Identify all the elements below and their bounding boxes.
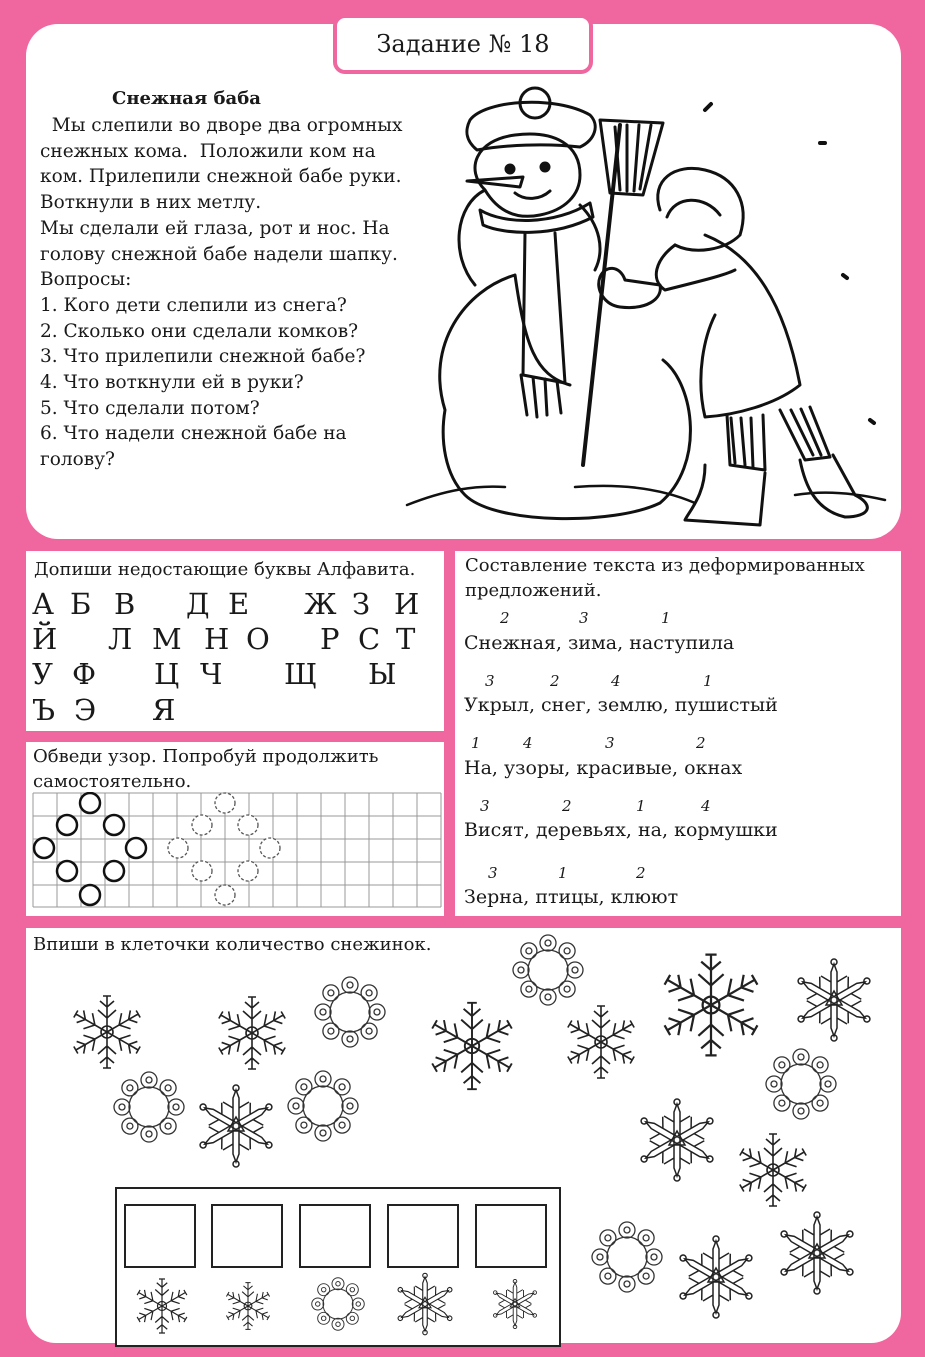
answer-box[interactable] <box>211 1204 283 1268</box>
order-number: 2 <box>550 672 560 690</box>
count-answer-table <box>115 1187 561 1347</box>
legend-snowflake <box>393 1273 456 1335</box>
story-text <box>40 113 430 473</box>
story-line: снежных кома. Положили ком на <box>40 140 376 162</box>
question-6: 6. Что надели снежной бабе на <box>40 423 347 445</box>
letter: Ж <box>304 587 337 621</box>
trace-circle <box>238 861 258 881</box>
letter: О <box>246 622 270 656</box>
letter: Ч <box>200 657 223 691</box>
letter: Ы <box>368 657 397 691</box>
task-title: Задание № 18 <box>333 14 593 74</box>
order-number: 1 <box>471 734 481 752</box>
pattern-circle <box>104 861 124 881</box>
letter: Ъ <box>32 693 56 727</box>
trace-circle <box>260 838 280 858</box>
letter: В <box>114 587 136 621</box>
story-line: Мы слепили во дворе два огромных <box>40 115 403 136</box>
letter: Л <box>108 622 133 656</box>
pattern-title-line: самостоятельно. <box>33 771 192 792</box>
alphabet-row-3 <box>32 657 442 693</box>
trace-circle <box>215 885 235 905</box>
question-6-cont: голову? <box>40 449 115 471</box>
pattern-circle <box>80 793 100 813</box>
order-number: 2 <box>562 797 572 815</box>
trace-circle <box>238 815 258 835</box>
snowman-illustration <box>405 85 890 535</box>
question-2: 2. Сколько они сделали комков? <box>40 320 359 342</box>
legend-snowflake <box>490 1279 540 1328</box>
question-4: 4. Что воткнули ей в руки? <box>40 372 304 394</box>
deformed-title-line: Составление текста из деформированных <box>465 555 865 576</box>
letter: Д <box>186 587 210 621</box>
story-line: голову снежной бабе надели шапку. <box>40 243 398 265</box>
order-number: 3 <box>485 672 495 690</box>
sentence: Укрыл, снег, землю, пушистый <box>464 694 778 716</box>
alphabet-row-4 <box>32 693 442 729</box>
answer-box[interactable] <box>475 1204 547 1268</box>
order-number: 3 <box>579 609 589 627</box>
pattern-circle <box>126 838 146 858</box>
letter: Щ <box>284 657 318 691</box>
sentence: На, узоры, красивые, окнах <box>464 757 743 779</box>
letter: Е <box>228 587 250 621</box>
answer-box[interactable] <box>387 1204 459 1268</box>
letter: Ц <box>154 657 180 691</box>
pattern-circle <box>57 861 77 881</box>
order-number: 4 <box>611 672 621 690</box>
deformed-title <box>465 553 865 603</box>
letter: И <box>394 587 420 621</box>
letter: Э <box>74 693 97 727</box>
letter: Ф <box>72 657 97 691</box>
pattern-circle <box>34 838 54 858</box>
deformed-sentences-panel <box>455 551 901 916</box>
legend-snowflake <box>312 1278 365 1331</box>
count-title: Впиши в клеточки количество снежинок. <box>33 934 432 955</box>
letter: Т <box>396 622 416 656</box>
order-number: 1 <box>558 864 568 882</box>
answer-box[interactable] <box>124 1204 196 1268</box>
legend-snowflake <box>135 1279 189 1333</box>
order-number: 4 <box>701 797 711 815</box>
letter: Б <box>70 587 92 621</box>
deformed-title-line: предложений. <box>465 580 602 601</box>
trace-circle <box>192 861 212 881</box>
letter: У <box>32 657 53 691</box>
story-line: Мы сделали ей глаза, рот и нос. На <box>40 217 390 239</box>
question-3: 3. Что прилепили снежной бабе? <box>40 346 366 368</box>
order-number: 4 <box>523 734 533 752</box>
legend-snowflake <box>225 1283 271 1330</box>
letter: Я <box>152 693 176 727</box>
pattern-title <box>33 744 378 794</box>
letter: З <box>352 587 371 621</box>
snowflake-legend <box>117 1271 559 1345</box>
letter: С <box>358 622 381 656</box>
questions-label: Вопросы: <box>40 269 132 291</box>
order-number: 1 <box>661 609 671 627</box>
letter: Р <box>320 622 340 656</box>
order-number: 2 <box>636 864 646 882</box>
alphabet-row-1 <box>32 587 442 623</box>
pattern-grid <box>32 792 442 908</box>
trace-circle <box>168 838 188 858</box>
sentence: Зерна, птицы, клюют <box>464 886 679 908</box>
order-number: 2 <box>696 734 706 752</box>
order-number: 1 <box>703 672 713 690</box>
order-number: 3 <box>480 797 490 815</box>
story-line: Воткнули в них метлу. <box>40 192 262 214</box>
pattern-circle <box>104 815 124 835</box>
answer-box[interactable] <box>299 1204 371 1268</box>
trace-circle <box>215 793 235 813</box>
order-number: 1 <box>636 797 646 815</box>
sentence: Висят, деревьях, на, кормушки <box>464 819 778 841</box>
alphabet-title: Допиши недостающие буквы Алфавита. <box>34 559 416 580</box>
letter: М <box>152 622 182 656</box>
pattern-circle <box>57 815 77 835</box>
story-title: Снежная баба <box>112 88 261 109</box>
letter: Н <box>204 622 230 656</box>
letter: А <box>32 587 54 621</box>
order-number: 3 <box>488 864 498 882</box>
order-number: 2 <box>500 609 510 627</box>
alphabet-row-2 <box>32 622 442 658</box>
pattern-title-line: Обведи узор. Попробуй продолжить <box>33 746 379 767</box>
story-line: ком. Прилепили снежной бабе руки. <box>40 166 402 188</box>
order-number: 3 <box>605 734 615 752</box>
trace-circle <box>192 815 212 835</box>
sentence: Снежная, зима, наступила <box>464 632 735 654</box>
question-1: 1. Кого дети слепили из снега? <box>40 294 347 316</box>
question-5: 5. Что сделали потом? <box>40 397 260 419</box>
letter: Й <box>32 622 58 656</box>
pattern-circle <box>80 885 100 905</box>
